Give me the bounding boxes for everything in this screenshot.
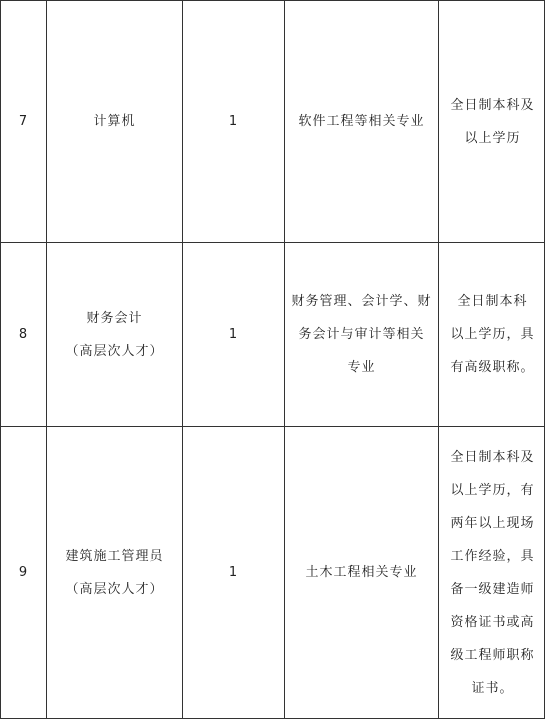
position-line: （高层次人才） <box>65 343 164 359</box>
requirement-line: 工作经验，具 <box>450 548 535 564</box>
major-line: 务会计与审计等相关 <box>298 327 425 342</box>
position-line: 计算机 <box>93 114 136 129</box>
requirement-line: 以上学历，具 <box>450 327 535 342</box>
requirement-cell <box>439 1 545 243</box>
major-line: 软件工程等相关专业 <box>298 114 425 129</box>
position-cell <box>47 243 183 427</box>
count-cell: 1 <box>183 427 285 719</box>
major-cell <box>285 243 439 427</box>
position-cell <box>47 427 183 719</box>
major-line: 专业 <box>347 360 376 375</box>
table-row <box>1 243 545 427</box>
requirement-line: 备一级建造师 <box>450 581 535 597</box>
requirement-line: 全日制本科及 <box>450 449 535 465</box>
requirement-line: 级工程师职称 <box>450 647 535 663</box>
requirement-line: 以上学历，有 <box>450 482 535 498</box>
major-cell <box>285 427 439 719</box>
requirement-cell <box>439 243 545 427</box>
table-row <box>1 427 545 719</box>
count-cell: 1 <box>183 1 285 243</box>
position-line: 建筑施工管理员 <box>65 548 164 564</box>
row-number: 7 <box>1 1 47 243</box>
requirement-line: 两年以上现场 <box>450 515 535 531</box>
position-cell <box>47 1 183 243</box>
requirement-line: 全日制本科 <box>457 294 528 309</box>
row-number: 9 <box>1 427 47 719</box>
major-cell <box>285 1 439 243</box>
requirement-line: 以上学历 <box>464 130 521 146</box>
requirement-cell <box>439 427 545 719</box>
requirement-line: 证书。 <box>471 680 514 696</box>
requirement-line: 有高级职称。 <box>450 360 535 375</box>
count-cell: 1 <box>183 243 285 427</box>
requirement-line: 全日制本科及 <box>450 97 535 113</box>
major-line: 财务管理、会计学、财 <box>291 294 432 309</box>
requirement-line: 资格证书或高 <box>450 614 535 630</box>
row-number: 8 <box>1 243 47 427</box>
table-row <box>1 1 545 243</box>
major-line: 土木工程相关专业 <box>305 565 418 580</box>
position-line: （高层次人才） <box>65 581 164 597</box>
position-line: 财务会计 <box>86 310 143 326</box>
